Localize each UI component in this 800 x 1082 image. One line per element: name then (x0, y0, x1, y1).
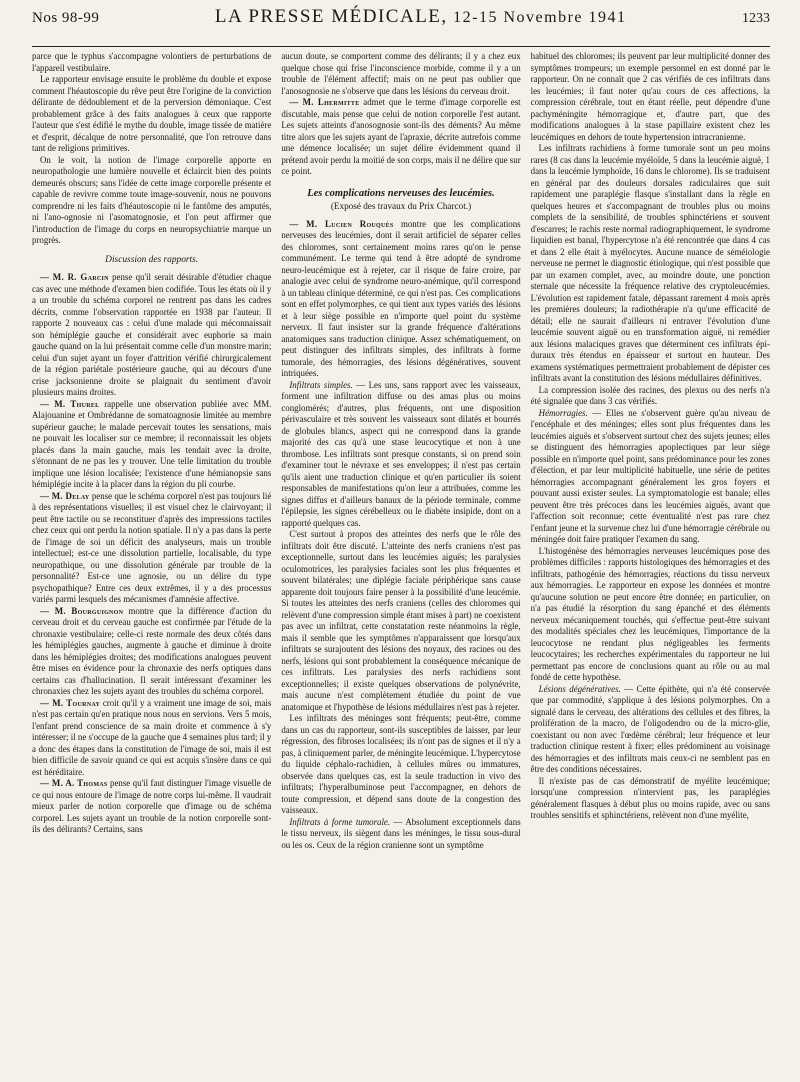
discussion-bourguignon (32, 606, 271, 698)
speaker-text: croit qu'il y a vraiment une image de soi, mais n'est pas certain qu'en pratique nous nous en servions. Vers 5 mois, l'enfant prend conscience de sa main droite et commence à s'y intéresser; il ne s'occupe de la gauche que 4 semaines plus tard; il y a donc des étapes dans la constitution de l'image de soi, mais il est bien difficile de savoir quand ce qui est acquis s'insère dans ce qui est héréditaire. (32, 697, 272, 777)
speaker-name: — M. Thurel (40, 398, 100, 409)
speaker-text: montre que les complications nerveuses des leucémies, dont il serait artificiel de séparer celles des chloromes, sont certainement moins rares qu'on le pense communément. Le terme qui tend à être adopté de syndrome neuro-leucémique est à rejeter, car il risque de faire croire, par analogie avec celui de syndrome neuro-anémique, qu'il correspond à un tableau clinique déterminé, ce qui n'est pas. Ces complications sont en effet polymorphes, ce qui tient aux types variés des lésions et à leur siège possible en n'importe quel point du système nerveux. Il faut insister sur la grande fréquence d'altérations anatomiques sans traduction clinique. Assez schématiquement, on peut distinguer des infiltrats simples, des infiltrats à forme tumorale, des hémorragies, des lésions dégénératives, souvent intriquées. (281, 218, 521, 378)
column-3 (531, 51, 770, 1071)
text-columns (32, 51, 770, 1071)
subsection-label: Lésions dégénératives. (538, 683, 621, 694)
discussion-delay (32, 491, 271, 606)
paragraph: On le voit, la notion de l'image corporelle apporte en neuropathologie une lumière nouvelle et éclaircit bien des points demeurés obscurs; sans l'idée de cette image corporelle présente et capable de revivre comme toute image-souvenir, nous ne pouvons comprendre ni les faits d'héautoscopie ni le fantôme des amputés, ni l'ano-ognosie ni l'asomatognosie, et l'on peut affirmer que l'introduction de l'image du corps en neuropsychiatrie marque un progrès. (32, 154, 272, 245)
issue-number: Nos 98-99 (32, 10, 100, 26)
speaker-text: pense qu'il faut distinguer l'image visuelle de ce qui nous entoure de l'image de notre corps lui-même. Il vaudrait mieux parler de notion corporelle que d'image ou de schéma corporel. Les sujets ayant un trouble de la notion corporelle sont-ils des délirants? Certains, sans (32, 778, 272, 834)
section-title: Les complications nerveuses des leucémies. (307, 187, 495, 199)
hemorragies (531, 408, 770, 546)
subsection-text: — Cette épithète, qui n'a été conservée que par commodité, s'applique à des lésions polymorphes. On a signalé dans le cerveau, des altérations des cellules et des fibres, la prolifération de la macro, de l'oligodendro ou de la micro-glie, coexistant ou non avec l'œdème cérébral; leur fréquence et leur traduction clinique restent à fixer; elles prédominent au voisinage des hémorragies et des infiltrats mais ceux-ci ne semblent pas en être des conditions nécessaires. (530, 683, 770, 774)
speaker-name: — M. Tournay (40, 697, 101, 708)
paragraph: C'est surtout à propos des atteintes des nerfs que le rôle des infiltrats doit être discuté. L'atteinte des nerfs craniens n'est pas exceptionnelle, surtout dans les leucémies aiguës; les paralysies oculomotrices, les paralysies faciales sont les plus fréquentes et souvent bilatérales; une diplégie faciale périphérique sans cause apparente doit toujours faire penser à la possibilité d'une leucémie. Si toutes les atteintes des nerfs craniens (celles des chloromes qui relèvent d'une compression simple étant mises à part) ne coexistent pas avec un infiltrat, cette constatation reste néanmoins la règle, mais il semble que les symptômes n'apparaissent que lorsqu'aux infiltrats se surajoutent des lésions des noyaux, des racines ou des nerfs, lésions qui sont probablement la conséquence mécanique de ces infiltrats. Les paralysies des nerfs rachidiens sont exceptionnelles; il existe quelques observations de polynévrite, mais aucune n'est complètement étudiée du point de vue anatomique et l'hypothèse de lésions médullaires n'est pas à rejeter. (281, 529, 521, 712)
paragraph: habituel des chloromes; ils peuvent par leur multiplicité donner des symptômes trompeurs; un exemple personnel en est donné par le rapporteur. On ne connaît que 2 cas vérifiés de ces infiltrats dans les leucémies; il faut noter qu'au cours de ces affections, la compression cérébrale, tout en étant réelle, peut dépendre d'une pachyméningite hémorragique et, d'autre part, que des modifications analogues à la stase papillaire existent chez les leucémiques en dehors de toute hypertension intracranienne. (530, 51, 770, 142)
journal-name: LA PRESSE MÉDICALE, (214, 6, 448, 27)
speaker-name: — M. R. Garcin (40, 272, 109, 282)
infiltrats-simples (281, 380, 520, 530)
subsection-label: Infiltrats simples. (289, 379, 353, 390)
speaker-name: — M. Lhermitte (289, 97, 360, 107)
speaker-text: pense qu'il serait désirable d'étudier chaque cas avec une méthode d'examen bien codifiée. Tous les états où il y a un trouble du schéma corporel ne rentrent pas dans les cadres décrits, comme l'observation rapportée en 1938 par l'auteur. Il rapporte 2 nouveaux cas : celui d'une malade qui méconnaissait son hémiplégie gauche et considérait avec euphorie sa main gauche quand on la lui présentait comme celle d'un monstre marin; celui d'un sujet ayant un foyer d'attrition vérifié chirurgicalement de la région pariétale postérieure gauche, qui au décours d'une crise jacksonienne droite se plaignait du sentiment d'avoir plusieurs mains droites. (32, 272, 272, 397)
subsection-text: — Elles ne s'observent guère qu'au niveau de l'encéphale et des méninges; elles sont plus fréquentes dans les leucémies aiguës et s'observent surtout chez des sujets jeunes; elles se distinguent des hémorragies apoplectiques par leur siège possible en n'importe quel point, sans prédominance pour les zones d'élection, et par leur multiplicité habituelle, une série de petites hémorragies accompagnant généralement les gros foyers et pouvant aussi exister seules. La symptomatologie est banale; elles peuvent être très précoces dans les leucémies aiguës, avant que l'affection soit reconnue; cette éventualité n'est pas rare chez l'enfant jeune et la survenue chez lui d'une hémorragie cérébrale ou méningée doit faire pratiquer l'examen du sang. (530, 407, 770, 544)
speaker-name: — M. Lucien Rouquès (289, 218, 394, 229)
subsection-label: Infiltrats à forme tumorale. (289, 816, 391, 827)
page-number: 1233 (742, 11, 770, 26)
discussion-garcin (32, 272, 271, 399)
paragraph: Les infiltrats des méninges sont fréquents; peut-être, comme dans un cas du rapporteur, sont-ils susceptibles de laisser, par leur régression, des fibroses localisées; ils n'ont pas de signes et il n'y a pas, à cliniquement parler, de méningite leucémique. L'hypercytose du liquide céphalo-rachidien, à cellules mûres ou immatures, observée dans quelques cas, est la seule traduction in vivo des infiltrats; l'hyperalbuminose peut l'accompagner, en dehors de toute compression, et dépend sans doute de la congestion des vaisseaux. (281, 713, 521, 815)
lesions-degeneratives (531, 684, 770, 776)
speaker-text: rappelle une observation publiée avec MM. Alajouanine et Ombrédanne de somatoagnosie limitée au membre supérieur gauche; le malade percevait toutes les sensations, mais ne pouvait les localiser sur ce membre; il reconnaissait les objets placés dans la main gauche, mais les tendait avec la droite, s'étonnant de ne pas les y trouver. Une telle limitation du trouble implique une lésion localisée; l'existence d'une hémianopsie sans hémiplégie incite à la placer dans la région du pli courbe. (32, 398, 272, 489)
column-2 (281, 51, 520, 1071)
discussion-heading: Discussion des rapports. (105, 254, 199, 265)
paragraph: La compression isolée des racines, des plexus ou des nerfs n'a été signalée que dans 3 cas vérifiés. (530, 384, 770, 406)
subsection-label: Hémorragies. (538, 407, 588, 418)
journal-title-line (215, 6, 627, 28)
discussion-lhermitte (281, 97, 520, 178)
page-header (32, 6, 770, 47)
paragraph: Il n'existe pas de cas démonstratif de myélite leucémique; lorsqu'une compression n'intervient pas, les paraplégies généralement flasques à début plus ou moins rapide, avec ou sans troubles sensitifs et sphinctériens, relèvent non d'une myélite, (530, 775, 770, 820)
discussion-thomas (32, 778, 271, 836)
discussion-thurel (32, 399, 271, 491)
speaker-name: — M. Bourguignon (40, 605, 124, 616)
speaker-text: montre que la différence d'action du cerveau droit et du cerveau gauche est confirmée par l'étude de la chronaxie vestibulaire; celle-ci reste normale des deux côtés dans les hémiplégies gauches, augmente à gauche et diminue à droite dans les hémiplégies droites; des modifications analogues peuvent être mises en évidence pour la chronaxie des nerfs optiques dans certains cas d'hallucination. Il serait intéressant d'examiner les chronaxies chez les sujets ayant des troubles du schéma corporel. (32, 605, 272, 696)
speaker-text: pense que le schéma corporel n'est pas toujours lié à des représentations visuelles; il est visuel chez le clairvoyant; il peut être tactile ou se reconstituer d'après des impressions tactiles chez ceux qui ont perdu la notion spatiale. Il n'y a pas dans la perte de l'image de soi un déficit des analyseurs, mais un trouble intellectuel; est-ce une dissolution partielle, localisable, du type neuropathique, ou une dissolution générale par trouble de la personnalité? Est-ce une agnosie, ou un délire du type psychopathique? Entre ces deux extrêmes, il y a des processus variés parmi lesquels des mécanismes d'amnésie affective. (32, 490, 272, 604)
speaker-name: — M. Delay (40, 490, 90, 501)
paragraph: Le rapporteur envisage ensuite le problème du double et expose comment l'héautoscopie du rêve peut être l'origine de la conviction délirante de dédoublement et de la perversion démoniaque. C'est probablement grâce à des faits analogues à ceux que rapporte l'auteur que s'est édifié le mythe du double, image tissée de matière et d'esprit, décalque de notre personnalité, que l'on retrouve dans tant de religions primitives. (32, 74, 272, 153)
column-1 (32, 51, 271, 1071)
subsection-text: — Les uns, sans rapport avec les vaisseaux, forment une infiltration diffuse ou des amas plus ou moins conglomérés; d'autres, plus fréquents, ont une disposition périvasculaire et très souvent les vaisseaux sont dilatés et bourrés de globules blancs, aspect qui ne correspond dans la grande majorité des cas qu'à une stase leucocytique et non à une thrombose. Les infiltrats sont presque constants, si on prend soin d'examiner tout le névraxe et ses enveloppes; il n'est pas certain qu'ils aient une traduction clinique et qu'en particulier ils soient responsables de manifestations qu'on leur a attribuées, comme les signes diffus et d'ailleurs banaux de la période terminale, comme l'épilepsie, les signes cérébelleux ou le diabète insipide, dont on a rapporté quelques cas. (281, 379, 521, 528)
speaker-name: — M. A. Thomas (40, 778, 108, 788)
issue-date: 12-15 Novembre 1941 (453, 9, 627, 26)
report-rouques (281, 219, 520, 380)
paragraph: aucun doute, se comportent comme des délirants; il y a chez eux quelque chose qui frise l'inconscience morbide, comme il y a un trouble de l'élément affectif; mais on ne peut pas oublier que l'anosognosie ne s'observe que dans les lésions du cerveau droit. (281, 51, 521, 96)
paragraph: Les infiltrats rachidiens à forme tumorale sont un peu moins rares (8 cas dans la leucémie myéloïde, 5 dans la leucémie aiguë, 1 dans la leucémie lymphoïde, 16 dans le chlorome). Ils se traduisent en général par des douleurs dorsales radiculaires que suit rapidement une paraplégie flasque s'installant dans la règle en quelques heures et s'accompagnant de troubles plus ou moins complets de la sensibilité, de troubles sphinctériens et souvent d'escarres; le rachis reste normal radiographiquement, le syndrome liquidien est banal, l'hypercytose n'a été rencontrée que dans 4 cas et dans 2 elle était à myélocytes. Aucune nuance de séméiologie nerveuse ne permet le diagnostic étiologique, qui n'est possible que par un examen complet, avec, au moindre doute, une ponction sternale que nécessite la fréquence relative des cryptoleucémies. L'évolution est rapidement fatale, dépassant rarement 4 mois après les premières douleurs; la radiothérapie n'a qu'une efficacité de détail; elle ne saurait d'ailleurs ni entraver l'évolution d'une leucémie souvent aiguë ou en transformation aiguë, ni remédier aux lésions malaciques graves que déterminent ces infiltrats épi-duraux très étendus en épaisseur et surtout en hauteur. Des examens systématiques permettraient probablement de dépister ces infiltrats avant la constitution des lésions médullaires définitives. (530, 143, 770, 383)
section-subtitle: (Exposé des travaux du Prix Charcot.) (330, 201, 472, 211)
speaker-text: admet que le terme d'image corporelle est discutable, mais pense que celui de notion corporelle l'est autant. Les sujets atteints d'anosognosie sont-ils des déments? Au même titre alors que les sujets ayant de l'apraxie, décrite autrefois comme une démence localisée; un sujet délire évidemment quand il prétend avoir perdu la moitié de son corps, mais il ne délire que sur ce point. (281, 97, 521, 176)
paragraph: L'histogénèse des hémorragies nerveuses leucémiques pose des problèmes difficiles : rapports histologiques des hémorragies et des infiltrats, pathogénie des hémorragies, réactions du tissu nerveux aux hémorragies. Le rapporteur en expose les données et montre qu'aucune solution ne peut encore être donnée; en particulier, on n'a pas étudié la résorption du sang épanché et des éléments nerveux mécaniquement touchés, qui s'effectue peut-être suivant des modalités spéciales chez les leucémiques, l'importance de la leucocytose ne rendant plus négligeables les ferments leucocytaires; les recherches expérimentales du rapporteur ne lui permettant pas encore de conclusions quant au rôle ou au mal fondé de cette hypothèse. (530, 545, 770, 682)
subsection-text: — Absolument exceptionnels dans le tissu nerveux, ils siègent dans les méninges, le tissu sous-dural ou les os. Ceux de la région cranienne sont un symptôme (281, 816, 521, 850)
infiltrats-tumoraux (281, 817, 520, 852)
discussion-tournay (32, 698, 271, 779)
paragraph: parce que le typhus s'accompagne volontiers de perturbations de l'appareil vestibulaire. (32, 51, 272, 73)
